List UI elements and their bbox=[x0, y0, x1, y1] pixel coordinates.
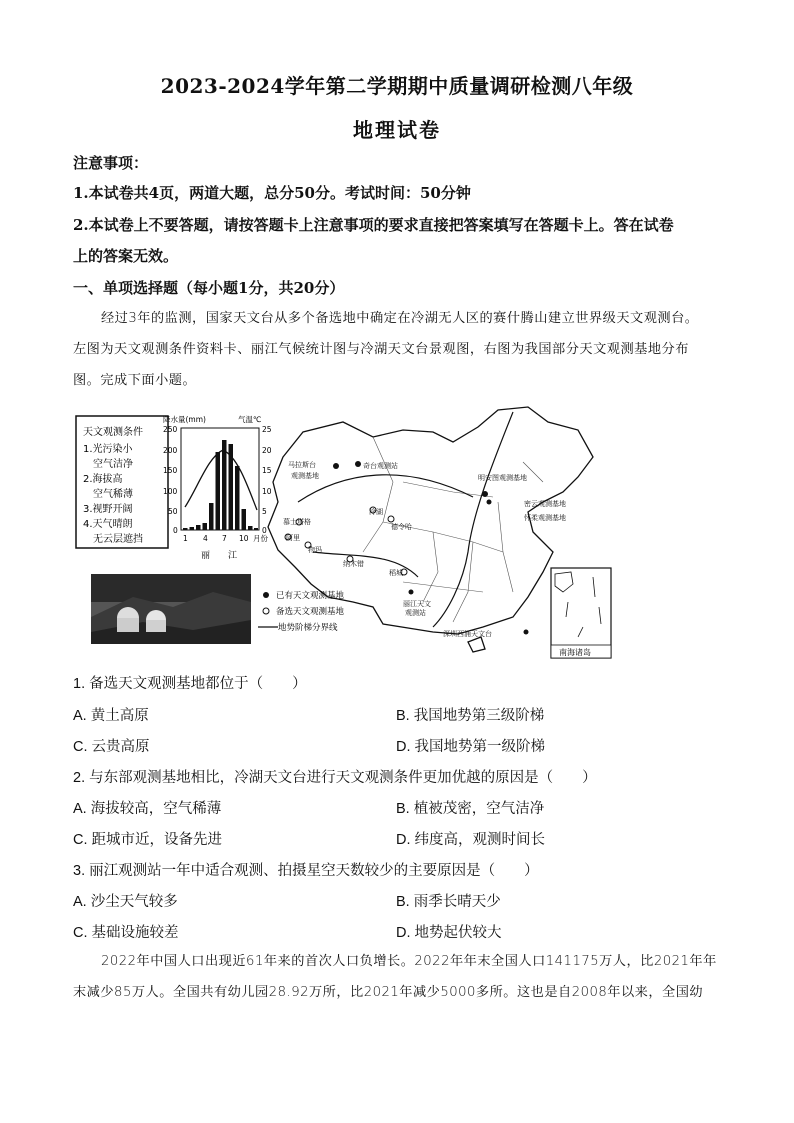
precip-bar-jul bbox=[222, 440, 227, 530]
card-line: 空气稀薄 bbox=[93, 489, 133, 500]
label-lenghu: 冷湖 bbox=[369, 508, 383, 516]
question-2-option-d[interactable]: D. 纬度高，观测时间长 bbox=[396, 832, 546, 848]
passage-1-line-2: 左图为天文观测条件资料卡、丽江气候统计图与冷湖天文台景观图，右图为我国部分天文观测基地分布 bbox=[73, 342, 689, 357]
tick: 250 bbox=[163, 425, 178, 434]
existing-base-dot bbox=[482, 491, 488, 497]
tick: 20 bbox=[262, 446, 272, 455]
label-malasi-2: 观测基地 bbox=[291, 472, 319, 480]
exam-title: 2023-2024学年第二学期期中质量调研检测八年级 bbox=[160, 74, 634, 98]
notes-item-2-line-2: 上的答案无效。 bbox=[73, 247, 179, 265]
label-delingha: 德令哈 bbox=[391, 523, 412, 531]
passage-2-line-2: 末减少85万人。全国共有幼儿园28.92万所，比2021年减少5000多所。这也是自2008年以来，全国幼 bbox=[73, 985, 704, 1000]
section-heading: 一、单项选择题（每小题1分，共20分） bbox=[73, 279, 345, 297]
passage-2-line-1: 2022年中国人口出现近61年来的首次人口负增长。2022年年末全国人口141175万人，比2021年年 bbox=[101, 954, 717, 969]
tick: 15 bbox=[262, 466, 272, 475]
question-1-option-c[interactable]: C. 云贵高原 bbox=[73, 739, 150, 755]
tick: 10 bbox=[262, 487, 272, 496]
question-3-option-b[interactable]: B. 雨季长晴天少 bbox=[396, 894, 501, 910]
tick: 月份 bbox=[253, 534, 268, 543]
question-1-option-b[interactable]: B. 我国地势第三级阶梯 bbox=[396, 708, 545, 724]
card-line: 4.天气晴朗 bbox=[83, 519, 133, 530]
question-1: 1. 备选天文观测基地都位于（ ） bbox=[73, 676, 307, 692]
question-1-option-a[interactable]: A. 黄土高原 bbox=[73, 708, 149, 724]
tick: 50 bbox=[168, 507, 178, 516]
label-daocheng: 稻城 bbox=[389, 569, 403, 577]
terrain-step-boundary bbox=[433, 412, 513, 627]
notes-item-1: 1.本试卷共4页，两道大题，总分50分。考试时间：50分钟 bbox=[73, 184, 471, 202]
label-miyun: 密云观测基地 bbox=[524, 500, 566, 508]
label-malasi: 马拉斯台 bbox=[288, 461, 316, 469]
terrain-step-boundary bbox=[298, 475, 473, 502]
tick: 7 bbox=[222, 534, 227, 543]
question-1-option-d[interactable]: D. 我国地势第一级阶梯 bbox=[396, 739, 546, 755]
question-3: 3. 丽江观测站一年中适合观测、拍摄星空天数较少的主要原因是（ ） bbox=[73, 863, 539, 879]
label-lijiang: 丽江天文 bbox=[403, 600, 431, 608]
exam-subject: 地理试卷 bbox=[353, 118, 441, 142]
climate-city-label: 丽 江 bbox=[201, 551, 238, 561]
existing-base-dot bbox=[355, 461, 361, 467]
tick: 10 bbox=[239, 534, 249, 543]
tick: 200 bbox=[163, 446, 178, 455]
label-huairou: 怀柔观测基地 bbox=[524, 514, 566, 522]
month-ticks bbox=[183, 533, 268, 543]
notes-heading: 注意事项： bbox=[73, 154, 149, 172]
tick: 100 bbox=[163, 487, 178, 496]
tick: 0 bbox=[173, 526, 178, 535]
precip-bar-nov bbox=[248, 526, 253, 530]
temp-ticks bbox=[262, 425, 272, 535]
precip-bar-apr bbox=[203, 523, 208, 530]
question-3-option-c[interactable]: C. 基础设施较差 bbox=[73, 925, 179, 941]
precip-axis-label: 降水量(mm) bbox=[163, 415, 206, 424]
precip-bar-feb bbox=[190, 527, 195, 530]
precip-bar-sep bbox=[235, 466, 240, 530]
tick: 150 bbox=[163, 466, 178, 475]
lenghu-observatory-photo bbox=[91, 574, 251, 644]
card-line: 空气洁净 bbox=[93, 459, 133, 470]
label-lijiang-2: 观测站 bbox=[405, 609, 426, 617]
question-3-option-d[interactable]: D. 地势起伏较大 bbox=[396, 925, 502, 941]
existing-base-dot bbox=[409, 590, 414, 595]
question-3-option-a[interactable]: A. 沙尘天气较多 bbox=[73, 894, 178, 910]
legend-existing: 已有天文观测基地 bbox=[276, 591, 345, 601]
temperature-curve bbox=[185, 450, 257, 510]
question-2: 2. 与东部观测基地相比，冷湖天文台进行天文观测条件更加优越的原因是（ ） bbox=[73, 770, 597, 786]
south-china-sea-inset bbox=[551, 568, 611, 658]
existing-base-dot bbox=[333, 463, 339, 469]
existing-base-dot bbox=[524, 630, 529, 635]
label-wuma: 物玛 bbox=[308, 546, 322, 554]
tick: 0 bbox=[262, 526, 267, 535]
existing-base-markers bbox=[333, 461, 529, 635]
label-qitai: 奇台观测站 bbox=[363, 462, 398, 470]
precip-bar-jan bbox=[183, 528, 188, 530]
question-2-option-b[interactable]: B. 植被茂密，空气洁净 bbox=[396, 801, 545, 817]
precip-bar-mar bbox=[196, 525, 201, 530]
card-line: 3.视野开阔 bbox=[83, 504, 133, 515]
legend-existing-dot bbox=[263, 592, 269, 598]
tick: 5 bbox=[262, 507, 267, 516]
card-line: 2.海拔高 bbox=[83, 474, 123, 485]
card-title: 天文观测条件 bbox=[83, 427, 143, 438]
existing-base-dot bbox=[487, 500, 492, 505]
legend-candidate-dot bbox=[263, 608, 269, 614]
precip-bar-may bbox=[209, 503, 214, 530]
map-legend bbox=[258, 590, 345, 633]
label-ali: 阿里 bbox=[286, 534, 300, 542]
precip-bar-oct bbox=[242, 509, 247, 530]
tick: 4 bbox=[203, 534, 208, 543]
question-2-option-c[interactable]: C. 距城市近，设备先进 bbox=[73, 832, 223, 848]
label-mingantu: 明安图观测基地 bbox=[478, 474, 527, 482]
inset-label: 南海诸岛 bbox=[559, 648, 591, 657]
tick: 25 bbox=[262, 425, 272, 434]
label-namucuo: 纳木错 bbox=[343, 560, 364, 568]
precip-bar-dec bbox=[254, 528, 258, 530]
question-2-option-a[interactable]: A. 海拔较高，空气稀薄 bbox=[73, 801, 222, 817]
notes-item-2-line-1: 2.本试卷上不要答题，请按答题卡上注意事项的要求直接把答案填写在答题卡上。答在试卷 bbox=[73, 216, 674, 234]
label-shenzhen: 深圳西涌天文台 bbox=[443, 630, 492, 638]
precip-bar-jun bbox=[216, 452, 221, 530]
legend-candidate: 备选天文观测基地 bbox=[276, 607, 345, 617]
figure-map-and-charts bbox=[73, 402, 725, 664]
card-line: 无云层遮挡 bbox=[93, 534, 143, 545]
card-line: 1.光污染小 bbox=[83, 444, 133, 455]
label-muztagh: 慕士塔格 bbox=[283, 518, 311, 526]
passage-1-line-3: 图。完成下面小题。 bbox=[73, 373, 197, 388]
candidate-base-dot bbox=[388, 516, 394, 522]
legend-boundary: 地势阶梯分界线 bbox=[278, 623, 338, 633]
tick: 1 bbox=[183, 534, 188, 543]
passage-1-line-1: 经过3年的监测，国家天文台从多个备选地中确定在冷湖无人区的赛什腾山建立世界级天文观测台。 bbox=[101, 311, 699, 326]
temp-axis-label: 气温℃ bbox=[238, 415, 262, 424]
